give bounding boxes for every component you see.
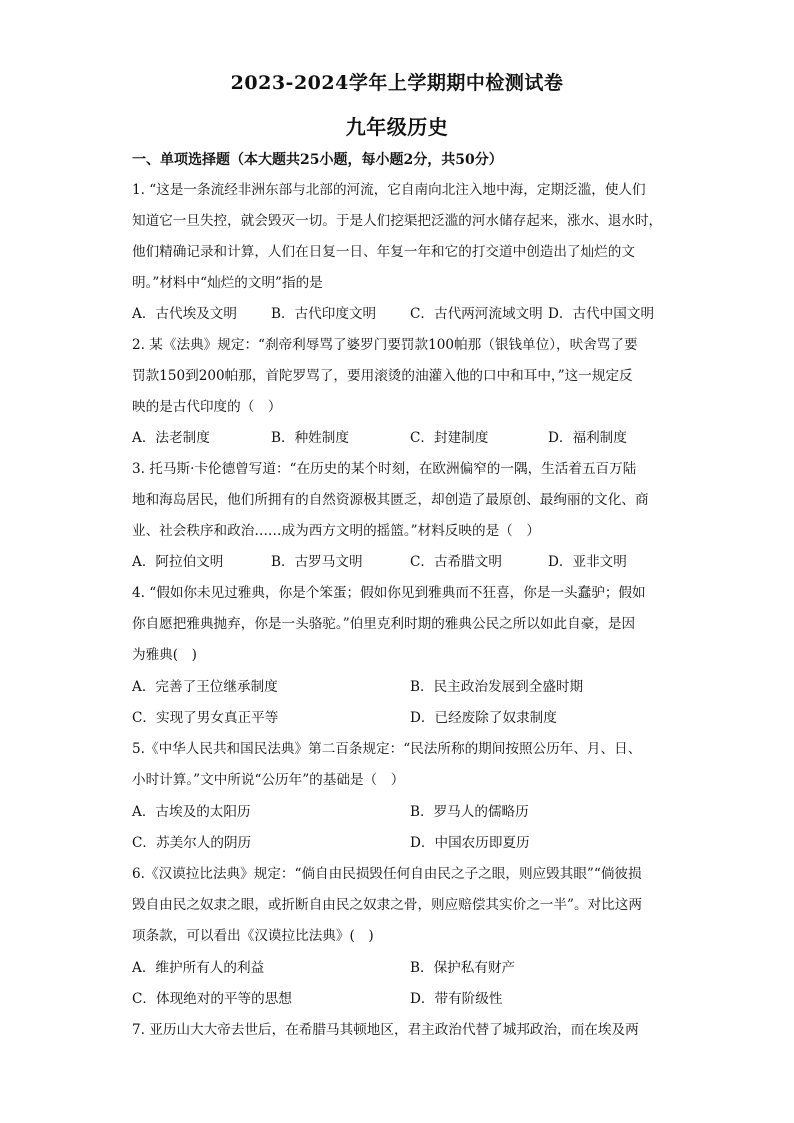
q6-option-a: A．维护所有人的利益 bbox=[132, 960, 265, 976]
q6-option-d: D．带有阶级性 bbox=[410, 991, 503, 1007]
q5-option-d: D．中国农历即夏历 bbox=[410, 835, 530, 851]
q1-line: 1. “这是一条流经非洲东部与北部的河流，它自南向北注入地中海，定期泛滥，使人们 bbox=[132, 182, 646, 198]
q6-line: 毁自由民之奴隶之眼，或折断自由民之奴隶之骨，则应赔偿其实价之一半”。对比这两 bbox=[132, 897, 642, 913]
q4-line: 你自愿把雅典抛弃，你是一头骆驼。”伯里克利时期的雅典公民之所以如此自豪，是因 bbox=[132, 616, 636, 632]
q3-line: 3. 托马斯·卡伦德曾写道：“在历史的某个时刻，在欧洲偏窄的一隅，生活着五百万陆 bbox=[132, 461, 637, 477]
q4-line: 为雅典( ) bbox=[132, 647, 197, 663]
q4-option-d: D．已经废除了奴隶制度 bbox=[410, 710, 557, 726]
q6-option-c: C．体现绝对的平等的思想 bbox=[132, 991, 292, 1007]
q3-option-d: D．亚非文明 bbox=[548, 554, 627, 570]
q5-option-a: A．古埃及的太阳历 bbox=[132, 804, 251, 820]
q2-option-c: C．封建制度 bbox=[410, 430, 489, 446]
q3-option-a: A．阿拉伯文明 bbox=[132, 554, 224, 570]
q7-line: 7. 亚历山大大帝去世后，在希腊马其顿地区，君主政治代替了城邦政治，而在埃及两 bbox=[132, 1022, 639, 1038]
section-heading: 一、单项选择题（本大题共25小题，每小题2分，共50分） bbox=[132, 152, 503, 168]
q3-option-c: C．古希腊文明 bbox=[410, 554, 502, 570]
q3-option-b: B．古罗马文明 bbox=[271, 554, 363, 570]
exam-title: 2023-2024学年上学期期中检测试卷 bbox=[230, 72, 564, 94]
q1-line: 明。”材料中“灿烂的文明”指的是 bbox=[132, 275, 323, 291]
q6-line: 6.《汉谟拉比法典》规定：“倘自由民损毁任何自由民之子之眼，则应毁其眼”“倘彼损 bbox=[132, 866, 642, 882]
q2-option-d: D．福利制度 bbox=[548, 430, 627, 446]
q2-option-a: A．法老制度 bbox=[132, 430, 210, 446]
q1-line: 知道它一旦失控，就会毁灭一切。于是人们挖渠把泛滥的河水储存起来，涨水、退水时， bbox=[132, 213, 663, 229]
q3-line: 业、社会秩序和政治……成为西方文明的摇篮。”材料反映的是（ ） bbox=[132, 523, 540, 539]
exam-subtitle: 九年级历史 bbox=[345, 115, 449, 139]
q1-option-b: B．古代印度文明 bbox=[271, 306, 377, 322]
q5-line: 小时计算。”文中所说“公历年”的基础是（ ） bbox=[132, 772, 405, 788]
q6-option-b: B．保护私有财产 bbox=[410, 960, 516, 976]
q4-option-c: C．实现了男女真正平等 bbox=[132, 710, 279, 726]
q2-line: 2. 某《法典》规定：“刹帝利辱骂了婆罗门要罚款100帕那（银钱单位），吠舍骂了要 bbox=[132, 337, 638, 353]
q4-option-b: B．民主政治发展到全盛时期 bbox=[410, 679, 584, 695]
q1-option-a: A．古代埃及文明 bbox=[132, 306, 237, 322]
q2-option-b: B．种姓制度 bbox=[271, 430, 349, 446]
q1-line: 他们精确记录和计算，人们在日复一日、年复一年和它的打交道中创造出了灿烂的文 bbox=[132, 244, 635, 260]
q2-line: 映的是古代印度的（ ） bbox=[132, 399, 282, 415]
q4-line: 4. “假如你未见过雅典，你是个笨蛋；假如你见到雅典而不狂喜，你是一头蠢驴；假如 bbox=[132, 585, 646, 601]
q5-option-b: B．罗马人的儒略历 bbox=[410, 804, 529, 820]
q5-option-c: C．苏美尔人的阴历 bbox=[132, 835, 252, 851]
q2-line: 罚款150到200帕那，首陀罗骂了，要用滚烫的油灌入他的口中和耳中，”这一规定反 bbox=[132, 368, 633, 384]
q5-line: 5.《中华人民共和国民法典》第二百条规定：“民法所称的期间按照公历年、月、日、 bbox=[132, 741, 642, 757]
q4-option-a: A．完善了王位继承制度 bbox=[132, 679, 278, 695]
q1-option-d: D．古代中国文明 bbox=[548, 306, 655, 322]
q3-line: 地和海岛居民，他们所拥有的自然资源极其匮乏，却创造了最原创、最绚丽的文化、商 bbox=[132, 492, 649, 508]
q6-line: 项条款，可以看出《汉谟拉比法典》( ) bbox=[132, 928, 374, 944]
q1-option-c: C．古代两河流域文明 bbox=[410, 306, 543, 322]
